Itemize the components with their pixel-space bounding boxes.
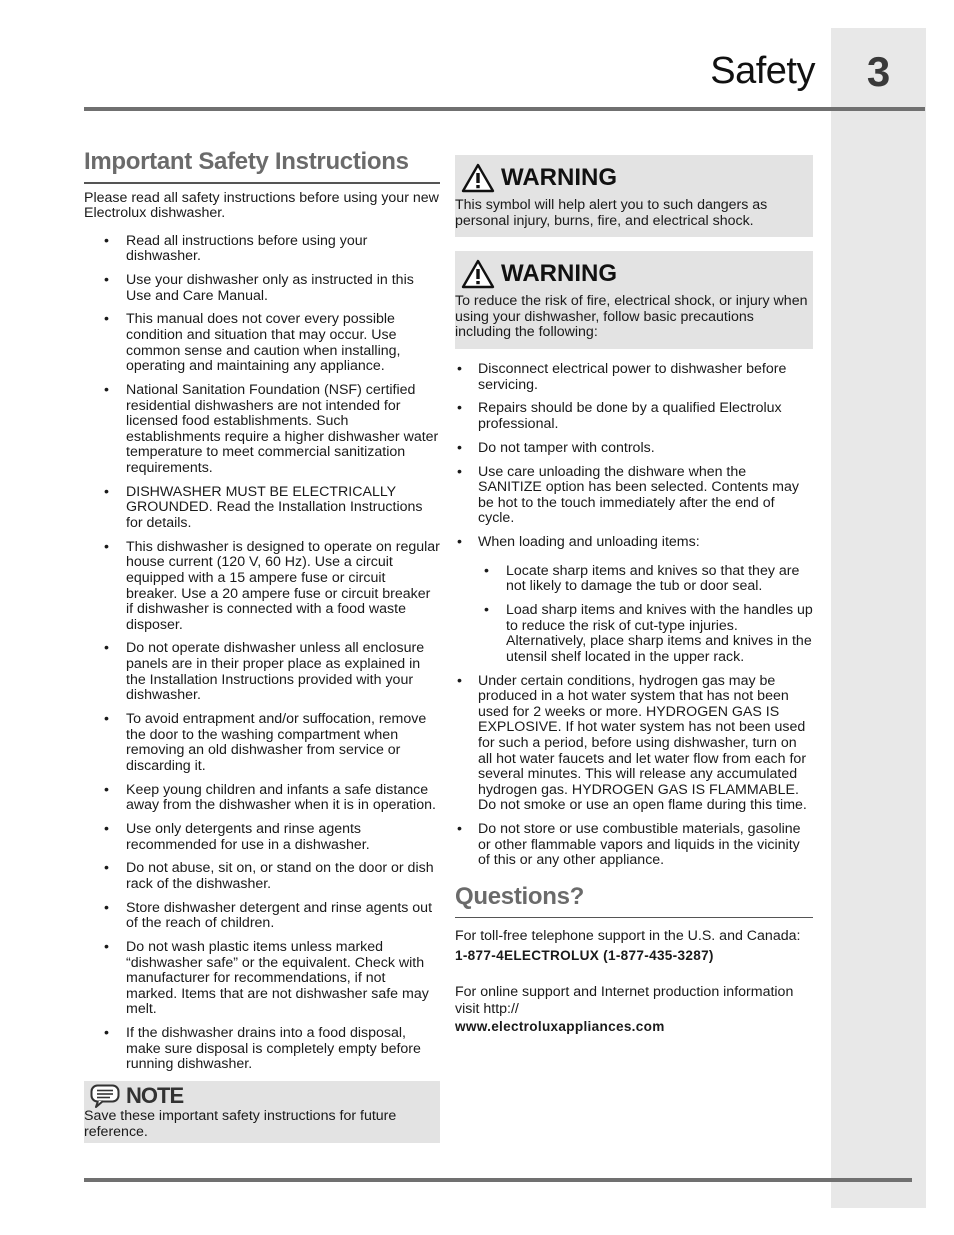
list-item: • Use your dishwasher only as instructed in this Use and Care Manual. [84,273,440,304]
intro-text: Please read all safety instructions before using your new Electrolux dishwasher. [84,189,439,222]
list-item: • Disconnect electrical power to dishwasher before servicing. [455,362,813,393]
warning-header [455,257,813,291]
bottom-rule [84,1178,912,1182]
list-item [455,535,813,665]
support-url[interactable]: www.electroluxappliances.com [455,1019,665,1035]
important-safety-heading: Important Safety Instructions [84,148,409,175]
loading-sublist [478,564,813,666]
sub-list-item: • Locate sharp items and knives so that they are not likely to damage the tub or door seal. [478,564,813,595]
warning-text: To reduce the risk of fire, electrical shock, or injury when using your dishwasher, follow basic precautions including the following: [455,293,808,341]
warning-triangle-icon [461,259,495,289]
list-item: • If the dishwasher drains into a food disposal, make sure disposal is completely empty before running dishwasher. [84,1026,440,1073]
note-text: Save these important safety instructions for future reference. [84,1108,397,1140]
note-speech-icon [90,1084,120,1108]
safety-list [84,234,440,1073]
list-item: • DISHWASHER MUST BE ELECTRICALLY GROUNDED. Read the Installation Instructions for details. [84,485,440,532]
list-item: • Use care unloading the dishware when the SANITIZE option has been selected. Contents may be hot to the touch immediately after the end of cycle. [455,465,813,527]
list-item: • Do not abuse, sit on, or stand on the door or dish rack of the dishwasher. [84,861,440,892]
list-item: • Do not tamper with controls. [455,441,813,457]
warning-box-1 [455,155,813,237]
questions-heading: Questions? [455,882,585,910]
list-item: • To avoid entrapment and/or suffocation, remove the door to the washing compartment when removing an old dishwasher from service or discarding it. [84,712,440,774]
list-item: • Repairs should be done by a qualified Electrolux professional. [455,401,813,432]
sub-list-item: • Load sharp items and knives with the handles up to reduce the risk of cut-type injuries. Alternatively, place sharp items and knives in the utensil shelf located in the upper rack. [478,603,813,665]
page-number: 3 [866,48,891,95]
note-header [84,1083,440,1109]
online-support-text: For online support and Internet production information visit http:// [455,984,794,1018]
list-item: • National Sanitation Foundation (NSF) certified residential dishwashers are not intended for licensed food establishments. Such establishments require a higher dishwasher water temperature to meet commercial sanitization requirements. [84,383,440,477]
list-item: • This dishwasher is designed to operate on regular house current (120 V, 60 Hz). Use a circuit equipped with a 15 ampere fuse or circuit breaker. Use a 20 ampere fuse or circuit breaker if dishwasher is connected with a food waste disposer. [84,540,440,634]
list-item: • Under certain conditions, hydrogen gas may be produced in a hot water system that has not been used for 2 weeks or more. HYDROGEN GAS IS EXPLOSIVE. If hot water system has not been used for such a period, before using dishwasher, turn on all hot water faucets and let water flow from each for several minutes. This will release any accumulated hydrogen gas. HYDROGEN GAS IS FLAMMABLE. Do not smoke or use an open flame during this time. [455,674,813,814]
list-item: • Do not operate dishwasher unless all enclosure panels are in their proper place as explained in the Installation Instructions provided with your dishwasher. [84,641,440,703]
list-item: • Keep young children and infants a safe distance away from the dishwasher when it is in operation. [84,783,440,814]
list-item: • Do not store or use combustible materials, gasoline or other flammable vapors and liquids in the vicinity of this or any other appliance. [455,822,813,869]
warning-title: WARNING [501,164,617,191]
note-box [84,1081,440,1143]
heading-rule [455,917,813,919]
top-rule [84,107,925,111]
list-item: • This manual does not cover every possible condition and situation that may occur. Use common sense and caution when installing, operating and maintaining any appliance. [84,312,440,374]
page-title: Safety [710,50,815,92]
list-item-text: When loading and unloading items: [478,534,700,551]
list-item: • Do not wash plastic items unless marked “dishwasher safe” or the equivalent. Check with manufacturer for recommendations, if not marked. Items that are not dishwasher safe may melt. [84,940,440,1018]
list-item: • Store dishwasher detergent and rinse agents out of the reach of children. [84,901,440,932]
warning-header [455,161,813,195]
list-item: • Use only detergents and rinse agents recommended for use in a dishwasher. [84,822,440,853]
heading-rule [84,182,440,184]
side-tab [831,28,926,1208]
precautions-list [455,362,813,869]
phone-number: 1-877-4ELECTROLUX (1-877-435-3287) [455,948,714,964]
list-item: • Read all instructions before using your dishwasher. [84,234,440,265]
questions-section [455,883,813,1036]
left-column [84,148,440,1143]
warning-box-2 [455,251,813,349]
right-column [455,155,813,1035]
phone-support-text: For toll-free telephone support in the U.S. and Canada: [455,928,801,945]
note-title: NOTE [126,1083,184,1109]
warning-text: This symbol will help alert you to such dangers as personal injury, burns, fire, and electrical shock. [455,197,768,229]
warning-triangle-icon [461,163,495,193]
warning-title: WARNING [501,260,617,288]
